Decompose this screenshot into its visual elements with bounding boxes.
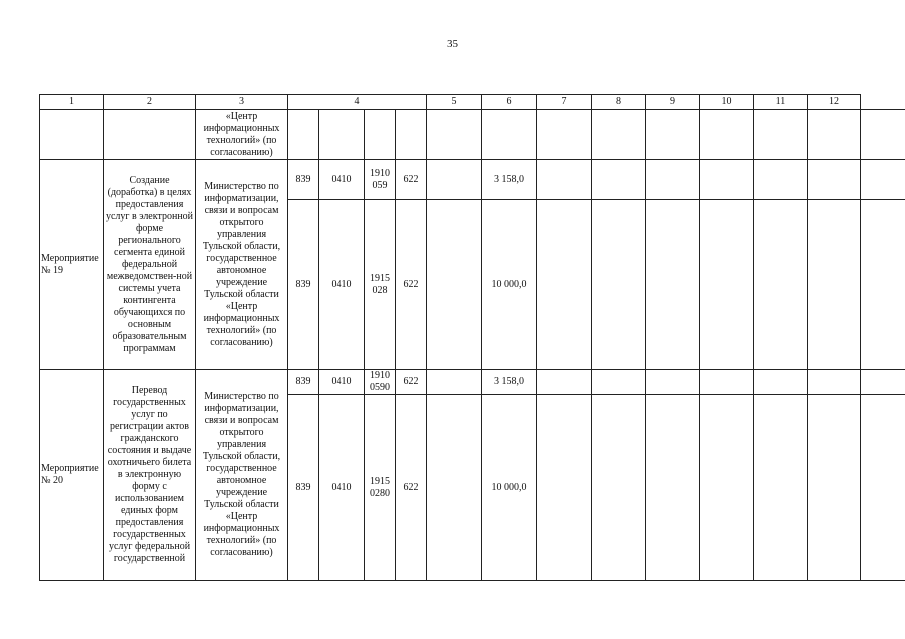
table-row bbox=[40, 370, 905, 395]
header-col-2: 2 bbox=[104, 95, 196, 110]
grbs-code: 839 bbox=[288, 370, 319, 395]
grbs-code: 839 bbox=[288, 160, 319, 200]
header-col-4: 4 bbox=[288, 95, 427, 110]
event-executor: Министерство по информатизации, связи и вопросам открытого управления Тульской области, государственное автономное учреждение Тульской области «Центр информационных технологий» (по согласованию) bbox=[196, 370, 288, 581]
amount: 3 158,0 bbox=[482, 160, 537, 200]
csr-code: 1910 0590 bbox=[365, 370, 396, 395]
header-col-7: 7 bbox=[537, 95, 592, 110]
executor-continuation: «Центр информационных технологий» (по согласованию) bbox=[196, 110, 288, 160]
header-row bbox=[40, 95, 905, 110]
rzpr-code: 0410 bbox=[319, 395, 365, 581]
amount: 10 000,0 bbox=[482, 200, 537, 370]
vr-code: 622 bbox=[396, 160, 427, 200]
amount: 10 000,0 bbox=[482, 395, 537, 581]
csr-code: 1915 0280 bbox=[365, 395, 396, 581]
header-col-9: 9 bbox=[646, 95, 700, 110]
header-col-5: 5 bbox=[427, 95, 482, 110]
rzpr-code: 0410 bbox=[319, 160, 365, 200]
header-col-3: 3 bbox=[196, 95, 288, 110]
event-label: Мероприятие № 19 bbox=[40, 160, 104, 370]
grbs-code: 839 bbox=[288, 395, 319, 581]
vr-code: 622 bbox=[396, 200, 427, 370]
event-label: Мероприятие № 20 bbox=[40, 370, 104, 581]
table-row bbox=[40, 160, 905, 200]
header-col-8: 8 bbox=[592, 95, 646, 110]
event-executor: Министерство по информатизации, связи и вопросам открытого управления Тульской области, государственное автономное учреждение Тульской области «Центр информационных технологий» (по согласованию) bbox=[196, 160, 288, 370]
budget-table bbox=[39, 94, 905, 581]
csr-code: 1910 059 bbox=[365, 160, 396, 200]
table-row bbox=[40, 110, 905, 160]
csr-code: 1915 028 bbox=[365, 200, 396, 370]
rzpr-code: 0410 bbox=[319, 200, 365, 370]
header-col-6: 6 bbox=[482, 95, 537, 110]
vr-code: 622 bbox=[396, 395, 427, 581]
event-description: Перевод государственных услуг по регистрации актов гражданского состояния и выдаче охотничьего билета в электронную форму с использованием единых форм предоставления государственных услуг федеральной государственной bbox=[104, 370, 196, 581]
vr-code: 622 bbox=[396, 370, 427, 395]
header-col-10: 10 bbox=[700, 95, 754, 110]
header-col-11: 11 bbox=[754, 95, 808, 110]
rzpr-code: 0410 bbox=[319, 370, 365, 395]
header-col-12: 12 bbox=[808, 95, 861, 110]
page-number: 35 bbox=[447, 38, 458, 50]
header-col-1: 1 bbox=[40, 95, 104, 110]
amount: 3 158,0 bbox=[482, 370, 537, 395]
event-description: Создание (доработка) в целях предоставления услуг в электронной форме регионального сегмента единой федеральной межведомствен-ной системы учета контингента обучающихся по основным образовательным программам bbox=[104, 160, 196, 370]
grbs-code: 839 bbox=[288, 200, 319, 370]
